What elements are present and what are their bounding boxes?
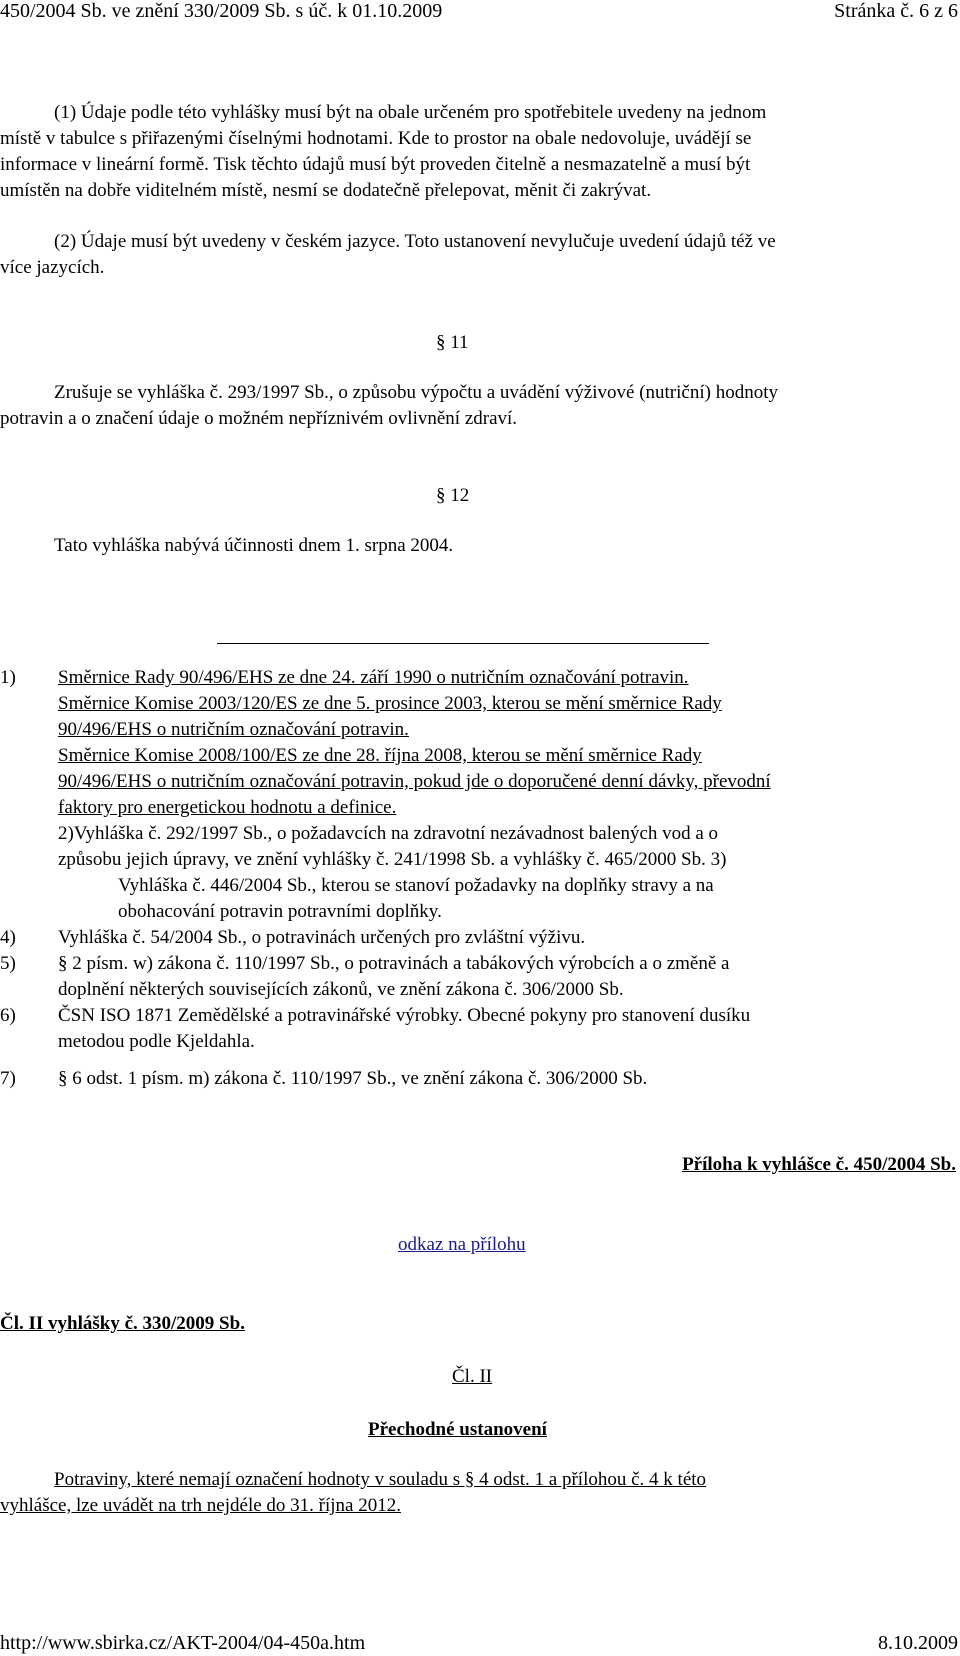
article-text: Potraviny, které nemají označení hodnoty v souladu s § 4 odst. 1 a přílohou č. 4 k této (54, 1469, 707, 1490)
footnote-separator (217, 643, 709, 644)
footnote-number: 1) (0, 667, 16, 688)
footnote-number: 5) (0, 953, 16, 974)
footnote-number: 6) (0, 1005, 16, 1026)
page-number: Stránka č. 6 z 6 (834, 0, 958, 22)
article-title: Čl. II vyhlášky č. 330/2009 Sb. (0, 1313, 245, 1334)
footnote-1-line: faktory pro energetickou hodnotu a definice. (58, 797, 397, 818)
footnote-number: 7) (0, 1068, 16, 1089)
footnote-7-line: § 6 odst. 1 písm. m) zákona č. 110/1997 Sb., ve znění zákona č. 306/2000 Sb. (58, 1068, 648, 1089)
footnote-2-line: 2)Vyhláška č. 292/1997 Sb., o požadavcích na zdravotní nezávadnost balených vod a o (58, 823, 719, 844)
annex-link[interactable]: odkaz na přílohu (398, 1234, 526, 1255)
section-11-text: potravin a o značení údaje o možném nepříznivém ovlivnění zdraví. (0, 408, 518, 429)
footnote-1-line: Směrnice Komise 2008/100/ES ze dne 28. října 2008, kterou se mění směrnice Rady (58, 745, 702, 766)
paragraph-1-line: informace v lineární formě. Tisk těchto údajů musí být proveden čitelně a nesmazatelně a musí být (0, 154, 751, 175)
footnote-1-line: Směrnice Komise 2003/120/ES ze dne 5. prosince 2003, kterou se mění směrnice Rady (58, 693, 722, 714)
paragraph-2-line: více jazycích. (0, 257, 105, 278)
footnote-2-line: způsobu jejich úpravy, ve znění vyhlášky č. 241/1998 Sb. a vyhlášky č. 465/2000 Sb. 3) (58, 849, 727, 870)
section-11-heading: § 11 (436, 332, 469, 353)
footnote-3-line: Vyhláška č. 446/2004 Sb., kterou se stanoví požadavky na doplňky stravy a na (118, 875, 714, 896)
footer-date: 8.10.2009 (878, 1632, 958, 1654)
annex-title: Příloha k vyhlášce č. 450/2004 Sb. (682, 1154, 956, 1175)
paragraph-1-line: (1) Údaje podle této vyhlášky musí být na obale určeném pro spotřebitele uvedeny na jednom (54, 102, 767, 123)
footnote-number: 4) (0, 927, 16, 948)
header-title: 450/2004 Sb. ve znění 330/2009 Sb. s úč. k 01.10.2009 (0, 0, 443, 22)
footnote-6-line: metodou podle Kjeldahla. (58, 1031, 255, 1052)
section-12-text: Tato vyhláška nabývá účinnosti dnem 1. srpna 2004. (54, 535, 454, 556)
footnote-6-line: ČSN ISO 1871 Zemědělské a potravinářské výrobky. Obecné pokyny pro stanovení dusíku (58, 1005, 751, 1026)
footnote-4-line: Vyhláška č. 54/2004 Sb., o potravinách určených pro zvláštní výživu. (58, 927, 586, 948)
section-12-heading: § 12 (436, 485, 470, 506)
footnote-3-line: obohacování potravin potravními doplňky. (118, 901, 442, 922)
footnote-5-line: doplnění některých souvisejících zákonů, ve znění zákona č. 306/2000 Sb. (58, 979, 624, 1000)
footnote-1-line: 90/496/EHS o nutričním označování potravin, pokud jde o doporučené denní dávky, převodní (58, 771, 771, 792)
section-11-text: Zrušuje se vyhláška č. 293/1997 Sb., o způsobu výpočtu a uvádění výživové (nutriční) hodnoty (54, 382, 778, 403)
footnote-1-line: Směrnice Rady 90/496/EHS ze dne 24. září 1990 o nutričním označování potravin. (58, 667, 689, 688)
footer-url: http://www.sbirka.cz/AKT-2004/04-450a.htm (0, 1632, 366, 1654)
footnote-5-line: § 2 písm. w) zákona č. 110/1997 Sb., o potravinách a tabákových výrobcích a o změně a (58, 953, 730, 974)
article-heading: Čl. II (452, 1366, 493, 1387)
paragraph-1-line: umístěn na dobře viditelném místě, nesmí se dodatečně přelepovat, měnit či zakrývat. (0, 180, 652, 201)
footnote-1-line: 90/496/EHS o nutričním označování potravin. (58, 719, 409, 740)
article-subheading: Přechodné ustanovení (368, 1419, 547, 1440)
paragraph-2-line: (2) Údaje musí být uvedeny v českém jazyce. Toto ustanovení nevylučuje uvedení údajů též ve (54, 231, 776, 252)
paragraph-1-line: místě v tabulce s přiřazenými číselnými hodnotami. Kde to prostor na obale nedovoluje, uvádějí se (0, 128, 752, 149)
article-text: vyhlášce, lze uvádět na trh nejdéle do 31. října 2012. (0, 1495, 401, 1516)
